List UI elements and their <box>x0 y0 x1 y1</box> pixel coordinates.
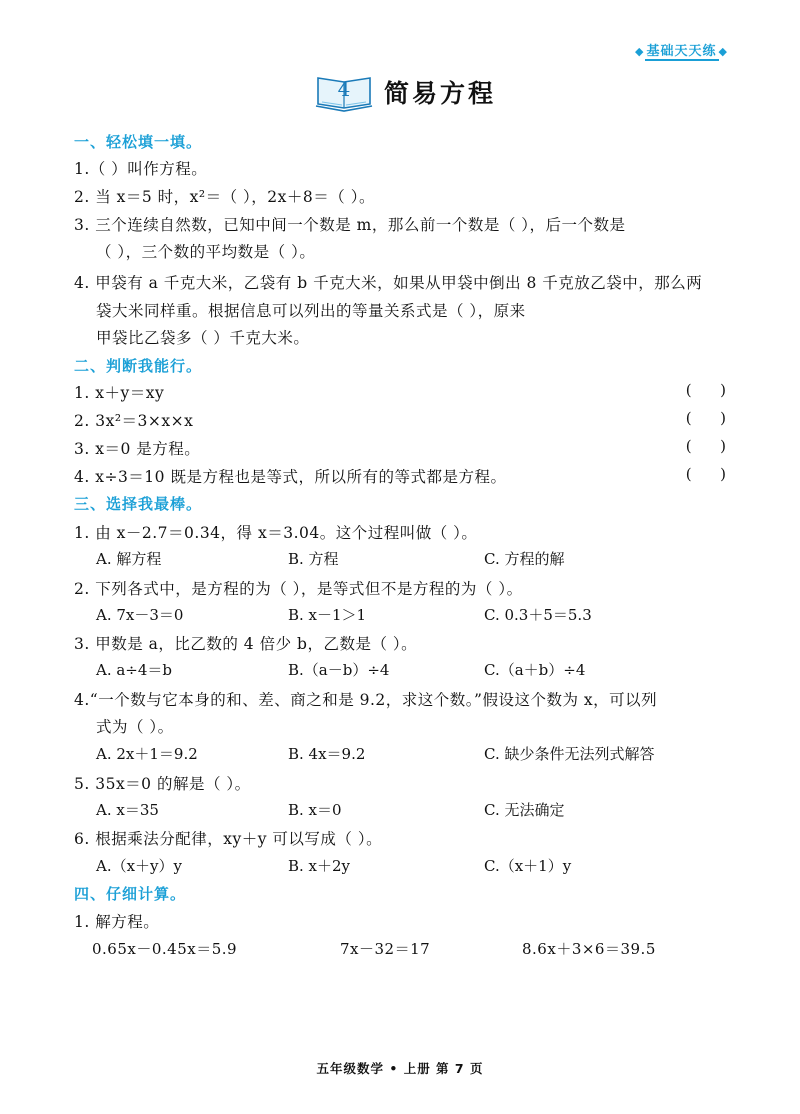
series-tag-text: 基础天天练 <box>646 44 717 59</box>
page-footer: 五年级数学 • 上册 第 7 页 <box>316 1061 484 1076</box>
page-title-block <box>0 70 800 116</box>
choice-q1: 1. 由 x－2.7＝0.34，得 x＝3.04。这个过程叫做（ ）。 <box>74 524 478 542</box>
choice-q4-line2: 式为（ ）。 <box>96 718 174 736</box>
fill-q3-line2: （ ），三个数的平均数是（ ）。 <box>96 243 316 261</box>
judge-q3: 3. x＝0 是方程。 <box>74 440 201 458</box>
choice-q4-option-c: C. 缺少条件无法列式解答 <box>484 745 655 763</box>
choice-q3: 3. 甲数是 a，比乙数的 4 倍少 b，乙数是（ ）。 <box>74 635 418 653</box>
equation-2: 7x－32＝17 <box>340 940 431 958</box>
choice-q4-option-b: B. 4x＝9.2 <box>288 745 366 763</box>
judge-q4: 4. x÷3＝10 既是方程也是等式，所以所有的等式都是方程。 <box>74 468 507 486</box>
choice-q2-option-c: C. 0.3＋5＝5.3 <box>484 606 592 624</box>
choice-q5: 5. 35x＝0 的解是（ ）。 <box>74 775 251 793</box>
choice-q5-option-a: A. x＝35 <box>96 801 159 819</box>
diamond-left-icon: ◆ <box>635 45 645 58</box>
fill-q2: 2. 当 x＝5 时，x²＝（ ），2x＋8＝（ ）。 <box>74 188 375 206</box>
judge-q4-answer: ( ) <box>685 465 726 483</box>
lesson-number: 4 <box>337 77 351 101</box>
choice-q3-option-c: C.（a＋b）÷4 <box>484 661 586 679</box>
choice-q1-option-c: C. 方程的解 <box>484 550 565 568</box>
section-heading-choice: 三、选择我最棒。 <box>74 495 203 513</box>
calc-q1: 1. 解方程。 <box>74 913 160 931</box>
choice-q6-option-c: C.（x＋1）y <box>484 857 572 875</box>
judge-q3-answer: ( ) <box>685 437 726 455</box>
fill-q4-line3: 甲袋比乙袋多（ ）千克大米。 <box>96 329 310 347</box>
choice-q6-option-a: A.（x＋y）y <box>96 857 183 875</box>
diamond-right-icon: ◆ <box>718 45 728 58</box>
section-heading-fill: 一、轻松填一填。 <box>74 133 203 151</box>
fill-q4-line2: 袋大米同样重。根据信息可以列出的等量关系式是（ ），原来 <box>96 302 526 320</box>
judge-q1-answer: ( ) <box>685 381 726 399</box>
choice-q5-option-c: C. 无法确定 <box>484 801 565 819</box>
choice-q1-option-a: A. 解方程 <box>96 550 162 568</box>
judge-q2-answer: ( ) <box>685 409 726 427</box>
section-heading-judge: 二、判断我能行。 <box>74 357 203 375</box>
equation-3: 8.6x＋3×6＝39.5 <box>522 940 656 958</box>
choice-q2: 2. 下列各式中，是方程的为（ ），是等式但不是方程的为（ ）。 <box>74 580 523 598</box>
section-heading-calc: 四、仔细计算。 <box>74 885 187 903</box>
choice-q6-option-b: B. x＋2y <box>288 857 351 875</box>
choice-q3-option-a: A. a÷4＝b <box>96 661 173 679</box>
choice-q2-option-a: A. 7x－3＝0 <box>96 606 184 624</box>
choice-q3-option-b: B.（a－b）÷4 <box>288 661 390 679</box>
judge-q2: 2. 3x²＝3×x×x <box>74 412 194 430</box>
fill-q1: 1.（ ）叫作方程。 <box>74 160 208 178</box>
series-tag <box>635 40 728 59</box>
judge-q1: 1. x＋y＝xy <box>74 384 165 402</box>
fill-q3-line1: 3. 三个连续自然数，已知中间一个数是 m，那么前一个数是（ ），后一个数是 <box>74 216 626 234</box>
choice-q1-option-b: B. 方程 <box>288 550 339 568</box>
choice-q4-line1: 4.“一个数与它本身的和、差、商之和是 9.2，求这个数。”假设这个数为 x，可以列 <box>74 691 658 709</box>
choice-q4-option-a: A. 2x＋1＝9.2 <box>96 745 198 763</box>
equation-1: 0.65x－0.45x＝5.9 <box>92 940 238 958</box>
choice-q5-option-b: B. x＝0 <box>288 801 342 819</box>
page-title: 简易方程 <box>384 79 497 108</box>
fill-q4-line1: 4. 甲袋有 a 千克大米，乙袋有 b 千克大米，如果从甲袋中倒出 8 千克放乙袋中，那么两 <box>74 274 703 292</box>
choice-q2-option-b: B. x－1＞1 <box>288 606 367 624</box>
choice-q6: 6. 根据乘法分配律，xy＋y 可以写成（ ）。 <box>74 830 383 848</box>
